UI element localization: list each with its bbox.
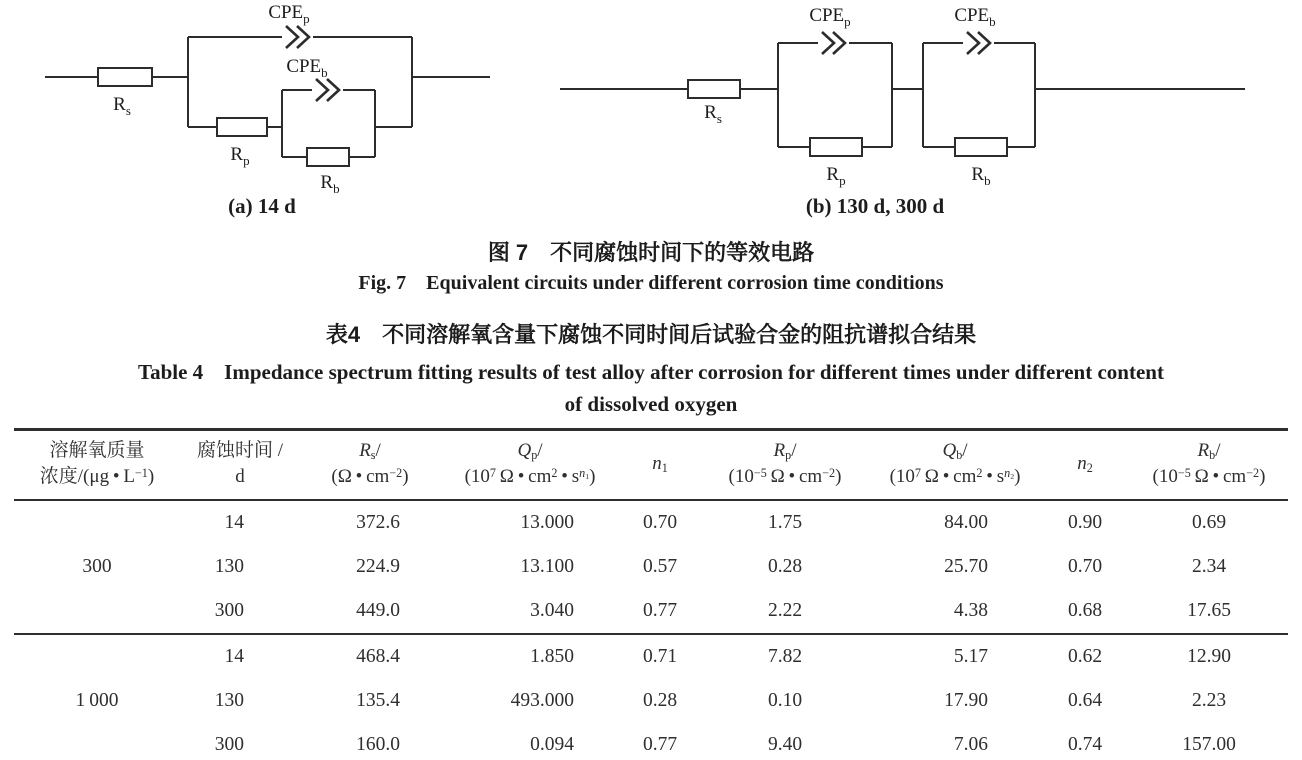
circuit-a bbox=[45, 2, 490, 218]
resistor-rb bbox=[307, 148, 349, 166]
rs-cell: 449.0 bbox=[356, 600, 400, 621]
cpe-b-symbol bbox=[967, 32, 979, 54]
rs-cell: 224.9 bbox=[356, 556, 400, 577]
table-caption-en-line1: Table 4 Impedance spectrum fitting results of test alloy after corrosion for different times under different content bbox=[138, 360, 1164, 384]
col-header-qb: $Q_b/$ ($10^7$ Ω • $cm^2$ • $s^{n_2}$) bbox=[889, 440, 1021, 487]
col-header-concentration: 溶解氧质量 浓度/(μg • $L^{-1}$) bbox=[39, 440, 155, 487]
time-cell: 300 bbox=[214, 734, 244, 755]
rb-cell: 157.00 bbox=[1182, 734, 1236, 755]
table-row bbox=[14, 679, 1288, 723]
group-1000 bbox=[14, 634, 1288, 760]
rp-cell: 0.28 bbox=[767, 556, 803, 577]
concentration-cell: 300 bbox=[82, 556, 112, 577]
n2-cell: 0.62 bbox=[1067, 646, 1103, 667]
qp-cell: 13.100 bbox=[520, 556, 574, 577]
col-header-rb: $R_b/$ ($10^{-5}$ Ω • $cm^{-2}$) bbox=[1152, 440, 1266, 487]
circuit-b bbox=[560, 5, 1245, 218]
col-header-n2: $n_2$ bbox=[1077, 453, 1093, 476]
qb-cell: 7.06 bbox=[953, 734, 988, 755]
table-row bbox=[14, 500, 1288, 545]
rb-label: $R_b$ bbox=[320, 172, 340, 196]
resistor-rb bbox=[955, 138, 1007, 156]
n1-cell: 0.77 bbox=[642, 600, 678, 621]
cpe-b-label: $CPE_b$ bbox=[954, 5, 996, 29]
qb-cell: 17.90 bbox=[944, 690, 988, 711]
figure-caption-zh: 图 7 不同腐蚀时间下的等效电路 bbox=[487, 240, 815, 265]
impedance-fitting-table bbox=[14, 428, 1288, 760]
resistor-rp bbox=[810, 138, 862, 156]
rp-cell: 9.40 bbox=[767, 734, 803, 755]
concentration-cell: 1 000 bbox=[75, 690, 119, 711]
rp-cell: 7.82 bbox=[767, 646, 803, 667]
time-cell: 130 bbox=[214, 556, 244, 577]
time-cell: 300 bbox=[214, 600, 244, 621]
n1-cell: 0.77 bbox=[642, 734, 678, 755]
table-row bbox=[14, 545, 1288, 589]
rs-cell: 372.6 bbox=[356, 512, 400, 533]
n2-cell: 0.70 bbox=[1067, 556, 1103, 577]
rp-label: $R_p$ bbox=[230, 144, 250, 168]
rb-cell: 2.23 bbox=[1191, 690, 1227, 711]
group-300 bbox=[14, 500, 1288, 634]
rb-cell: 17.65 bbox=[1187, 600, 1231, 621]
rp-cell: 1.75 bbox=[767, 512, 803, 533]
cpe-b-label: $CPE_b$ bbox=[286, 56, 328, 80]
col-header-rs: $R_s/$ (Ω • $cm^{-2}$) bbox=[331, 440, 409, 487]
n1-cell: 0.28 bbox=[642, 690, 678, 711]
cpe-p-symbol bbox=[822, 32, 834, 54]
time-cell: 14 bbox=[224, 512, 244, 533]
rb-cell: 0.69 bbox=[1191, 512, 1227, 533]
n1-cell: 0.70 bbox=[642, 512, 678, 533]
equivalent-circuits-figure bbox=[0, 0, 1302, 226]
col-header-n1: $n_1$ bbox=[652, 453, 668, 476]
rp-cell: 0.10 bbox=[767, 690, 803, 711]
rs-label: $R_s$ bbox=[113, 94, 131, 118]
table-row bbox=[14, 723, 1288, 760]
circuit-b-caption: (b) 130 d, 300 d bbox=[805, 194, 945, 218]
cpe-p-symbol bbox=[286, 26, 298, 48]
qp-cell: 493.000 bbox=[510, 690, 574, 711]
rb-label: $R_b$ bbox=[971, 164, 991, 188]
time-cell: 130 bbox=[214, 690, 244, 711]
table-caption-en-line2: of dissolved oxygen bbox=[564, 392, 738, 416]
n2-cell: 0.68 bbox=[1067, 600, 1103, 621]
qb-cell: 5.17 bbox=[953, 646, 988, 667]
qb-cell: 84.00 bbox=[944, 512, 988, 533]
col-header-rp: $R_p/$ ($10^{-5}$ Ω • $cm^{-2}$) bbox=[728, 440, 842, 487]
resistor-rp bbox=[217, 118, 267, 136]
table-caption-zh: 表4 不同溶解氧含量下腐蚀不同时间后试验合金的阻抗谱拟合结果 bbox=[325, 322, 977, 347]
n2-cell: 0.64 bbox=[1067, 690, 1103, 711]
qb-cell: 25.70 bbox=[944, 556, 988, 577]
qp-cell: 3.040 bbox=[530, 600, 574, 621]
circuit-a-caption: (a) 14 d bbox=[228, 194, 296, 218]
col-header-qp: $Q_p/$ ($10^7$ Ω • $cm^2$ • $s^{n_1}$) bbox=[464, 440, 596, 487]
cpe-b-symbol bbox=[316, 79, 328, 101]
qp-cell: 1.850 bbox=[530, 646, 574, 667]
n2-cell: 0.90 bbox=[1067, 512, 1103, 533]
rs-cell: 135.4 bbox=[356, 690, 400, 711]
time-cell: 14 bbox=[224, 646, 244, 667]
n1-cell: 0.57 bbox=[642, 556, 678, 577]
cpe-p-label: $CPE_p$ bbox=[809, 5, 851, 29]
rb-cell: 12.90 bbox=[1187, 646, 1231, 667]
n1-cell: 0.71 bbox=[642, 646, 678, 667]
qp-cell: 13.000 bbox=[520, 512, 574, 533]
rp-label: $R_p$ bbox=[826, 164, 846, 188]
col-header-time: 腐蚀时间 / d bbox=[196, 440, 284, 487]
resistor-rs bbox=[688, 80, 740, 98]
rs-cell: 160.0 bbox=[356, 734, 400, 755]
qp-cell: 0.094 bbox=[530, 734, 574, 755]
resistor-rs bbox=[98, 68, 152, 86]
table-row bbox=[14, 634, 1288, 679]
rs-cell: 468.4 bbox=[356, 646, 400, 667]
rs-label: $R_s$ bbox=[704, 102, 722, 126]
table-row bbox=[14, 589, 1288, 634]
figure-caption-en: Fig. 7 Equivalent circuits under different corrosion time conditions bbox=[358, 272, 944, 294]
rb-cell: 2.34 bbox=[1191, 556, 1227, 577]
n2-cell: 0.74 bbox=[1067, 734, 1103, 755]
cpe-p-label: $CPE_p$ bbox=[268, 2, 310, 26]
qb-cell: 4.38 bbox=[953, 600, 988, 621]
header-row bbox=[14, 430, 1288, 501]
rp-cell: 2.22 bbox=[767, 600, 803, 621]
